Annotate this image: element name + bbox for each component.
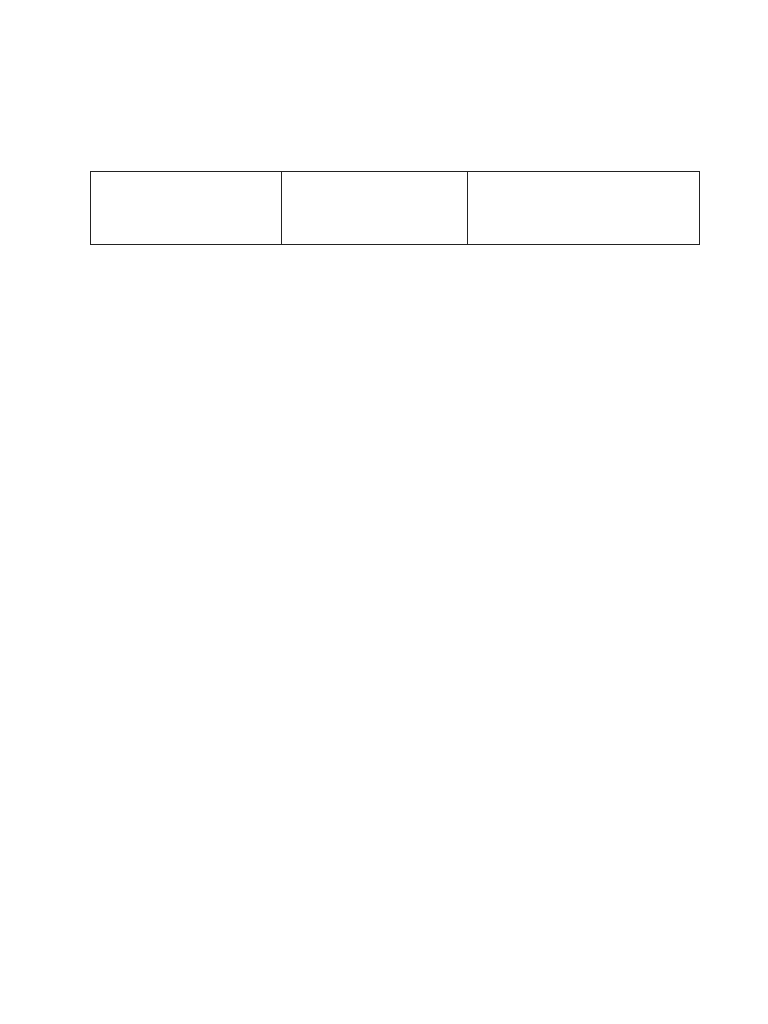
header-power — [468, 172, 700, 245]
example-1-prompt — [91, 892, 101, 908]
values-table — [90, 171, 700, 245]
header-y — [281, 172, 468, 245]
log-graph — [130, 535, 670, 810]
header-x — [91, 172, 282, 245]
table-header-row — [91, 172, 700, 245]
example-2-prompt — [452, 892, 462, 906]
